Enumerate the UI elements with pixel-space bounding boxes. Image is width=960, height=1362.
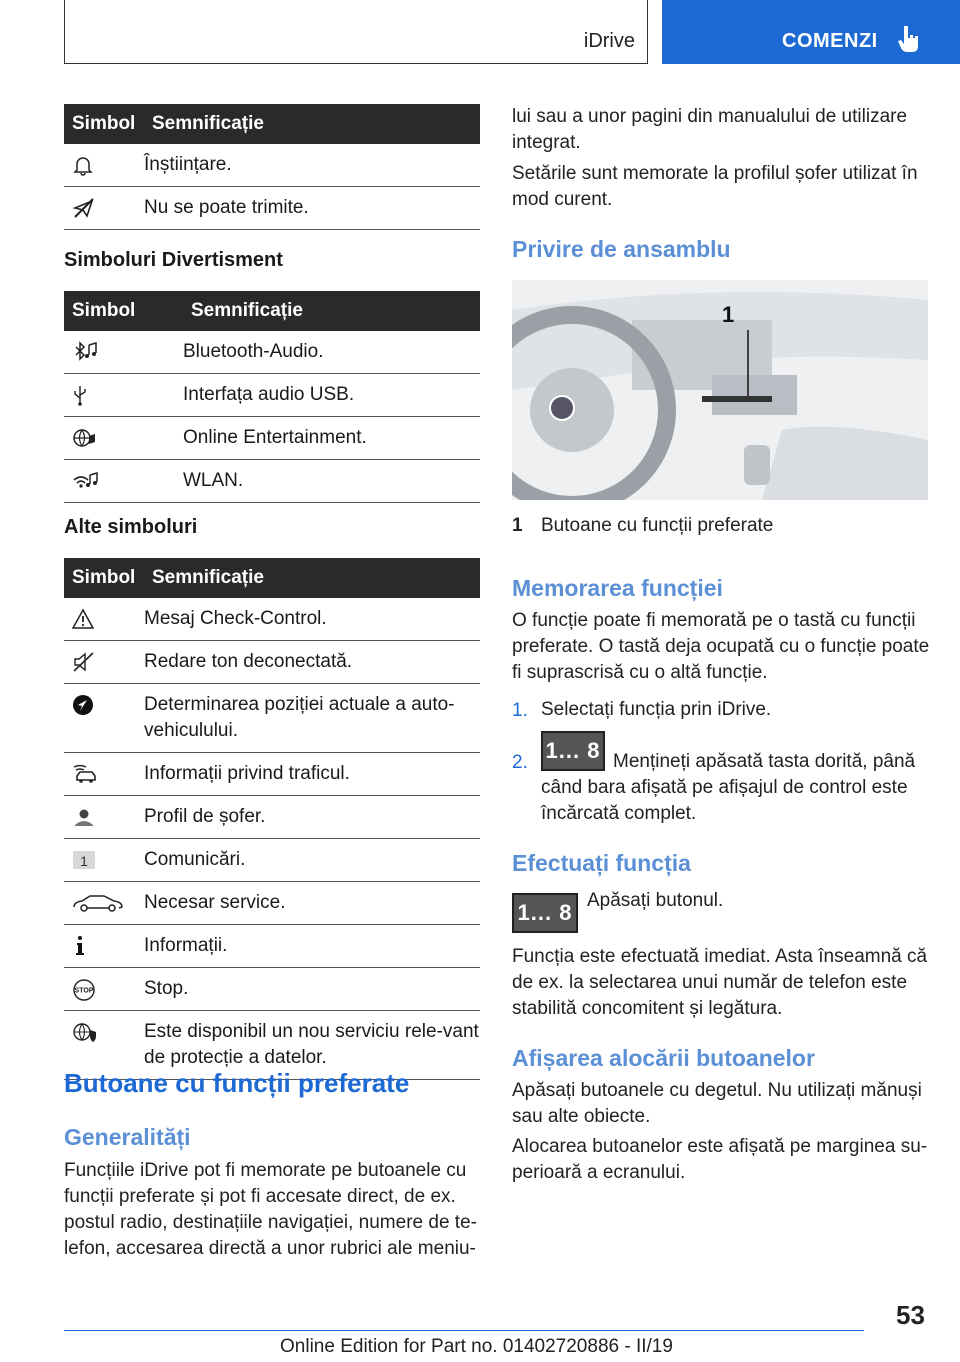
row-text: Profil de șofer. bbox=[144, 796, 480, 839]
execute-paragraph-1: Apăsați butonul. bbox=[587, 890, 724, 911]
hand-pointer-icon bbox=[897, 24, 921, 54]
row-text: Redare ton deconectată. bbox=[144, 641, 480, 684]
message-icon bbox=[72, 849, 96, 871]
online-entertainment-icon bbox=[72, 427, 98, 449]
step-1-text: Selectați funcția prin iDrive. bbox=[541, 699, 772, 720]
row-text: Stop. bbox=[144, 968, 480, 1011]
data-protection-icon bbox=[72, 1021, 98, 1043]
row-text: Interfața audio USB. bbox=[183, 374, 480, 417]
row-text: Necesar service. bbox=[144, 882, 480, 925]
symbols-table-general bbox=[64, 104, 480, 230]
memorize-heading: Memorarea funcției bbox=[512, 575, 723, 601]
stop-icon bbox=[72, 978, 96, 1002]
table-row bbox=[64, 968, 480, 1011]
col-meaning: Semnificație bbox=[183, 291, 480, 331]
display-paragraph-2: Alocarea butoanelor este afișată pe marginea su-perioară a ecranului. bbox=[512, 1136, 928, 1183]
warning-triangle-icon bbox=[72, 608, 94, 630]
table-row bbox=[64, 641, 480, 684]
table-row bbox=[64, 925, 480, 968]
dashboard-illustration bbox=[512, 280, 928, 500]
symbols-table-entertainment bbox=[64, 291, 480, 503]
step-2-number: 2. bbox=[512, 752, 528, 773]
dashboard-photo bbox=[512, 280, 928, 500]
row-text: Este disponibil un nou serviciu rele-vant de protecție a datelor. bbox=[144, 1011, 480, 1080]
svg-text:STOP: STOP bbox=[74, 987, 94, 995]
usb-icon bbox=[72, 384, 88, 406]
execute-heading: Efectuați funcția bbox=[512, 850, 691, 876]
col-symbol: Simbol bbox=[64, 104, 144, 144]
overview-heading: Privire de ansamblu bbox=[512, 236, 731, 262]
favorites-heading: Butoane cu funcții preferate bbox=[64, 1068, 410, 1098]
table-row bbox=[64, 796, 480, 839]
row-text: WLAN. bbox=[183, 460, 480, 503]
row-text: Înștiințare. bbox=[144, 144, 480, 187]
col-symbol: Simbol bbox=[64, 291, 183, 331]
profile-paragraph: Setările sunt memorate la profilul șofer utilizat în mod curent. bbox=[512, 163, 918, 210]
header-chapter-tab bbox=[662, 0, 960, 64]
header-left-box bbox=[64, 0, 648, 64]
header-chapter: COMENZI bbox=[782, 30, 878, 52]
legend-number: 1 bbox=[512, 515, 523, 536]
table-row bbox=[64, 374, 480, 417]
col-meaning: Semnificație bbox=[144, 558, 480, 598]
row-text: Online Entertainment. bbox=[183, 417, 480, 460]
favorite-button-image-2: 1... 8 bbox=[512, 893, 578, 933]
bell-icon bbox=[72, 154, 94, 176]
page-number: 53 bbox=[896, 1300, 925, 1330]
table-row bbox=[64, 839, 480, 882]
info-icon bbox=[72, 935, 88, 957]
table-row bbox=[64, 598, 480, 641]
table-row bbox=[64, 882, 480, 925]
table-row bbox=[64, 753, 480, 796]
favorite-button-image: 1... 8 bbox=[541, 731, 605, 771]
table-row bbox=[64, 460, 480, 503]
car-service-icon bbox=[72, 892, 124, 914]
table-row bbox=[64, 684, 480, 753]
muted-speaker-icon bbox=[72, 651, 96, 673]
symbols-table-other bbox=[64, 558, 480, 1080]
table-row bbox=[64, 187, 480, 230]
traffic-car-icon bbox=[72, 763, 100, 785]
step-1-number: 1. bbox=[512, 700, 528, 721]
display-paragraph-1: Apăsați butoanele cu degetul. Nu utilizați mănuși sau alte obiecte. bbox=[512, 1080, 922, 1127]
row-text: Nu se poate trimite. bbox=[144, 187, 480, 230]
row-text: Comunicări. bbox=[144, 839, 480, 882]
other-symbols-title: Alte simboluri bbox=[64, 516, 198, 538]
general-heading: Generalități bbox=[64, 1124, 191, 1150]
wlan-icon bbox=[72, 470, 100, 492]
display-heading: Afișarea alocării butoanelor bbox=[512, 1045, 815, 1071]
photo-callout: 1 bbox=[722, 302, 735, 327]
col-meaning: Semnificație bbox=[144, 104, 480, 144]
location-icon bbox=[72, 694, 94, 716]
no-send-icon bbox=[72, 197, 96, 219]
footer-divider bbox=[64, 1330, 864, 1331]
row-text: Informații. bbox=[144, 925, 480, 968]
table-row bbox=[64, 417, 480, 460]
memorize-paragraph: O funcție poate fi memorată pe o tastă cu funcții preferate. O tastă deja ocupată cu o funcție poate fi suprascrisă cu o altă funcție. bbox=[512, 610, 930, 683]
row-text: Informații privind traficul. bbox=[144, 753, 480, 796]
row-text: Mesaj Check-Control. bbox=[144, 598, 480, 641]
table-row bbox=[64, 331, 480, 374]
table-row bbox=[64, 144, 480, 187]
execute-paragraph-2: Funcția este efectuată imediat. Asta înseamnă că de ex. la selectarea unui număr de telefon este stabilită concomitent și legătura. bbox=[512, 946, 928, 1019]
row-text: Bluetooth-Audio. bbox=[183, 331, 480, 374]
general-paragraph: Funcțiile iDrive pot fi memorate pe butoanele cu funcții preferate și pot fi accesate direct, de ex. postul radio, destinațiile navigației, numere de te-lefon, accesarea directă a unor rubrici ale meniu- bbox=[64, 1160, 477, 1259]
header-section: iDrive bbox=[583, 30, 635, 52]
row-text: Determinarea poziției actuale a auto-vehiculului. bbox=[144, 684, 480, 753]
svg-text:1: 1 bbox=[80, 853, 88, 869]
footer-edition: Online Edition for Part no. 01402720886 - II/19 bbox=[280, 1336, 673, 1357]
paragraph-continued: lui sau a unor pagini din manualului de utilizare integrat. bbox=[512, 106, 908, 153]
legend-text: Butoane cu funcții preferate bbox=[541, 515, 774, 536]
col-symbol: Simbol bbox=[64, 558, 144, 598]
bluetooth-audio-icon bbox=[72, 341, 100, 363]
step-2-text: Mențineți apăsată tasta dorită, până când bara afișată pe afișajul de control este încărcată complet. bbox=[541, 751, 916, 824]
entertainment-title: Simboluri Divertisment bbox=[64, 249, 283, 271]
driver-profile-icon bbox=[72, 806, 96, 828]
